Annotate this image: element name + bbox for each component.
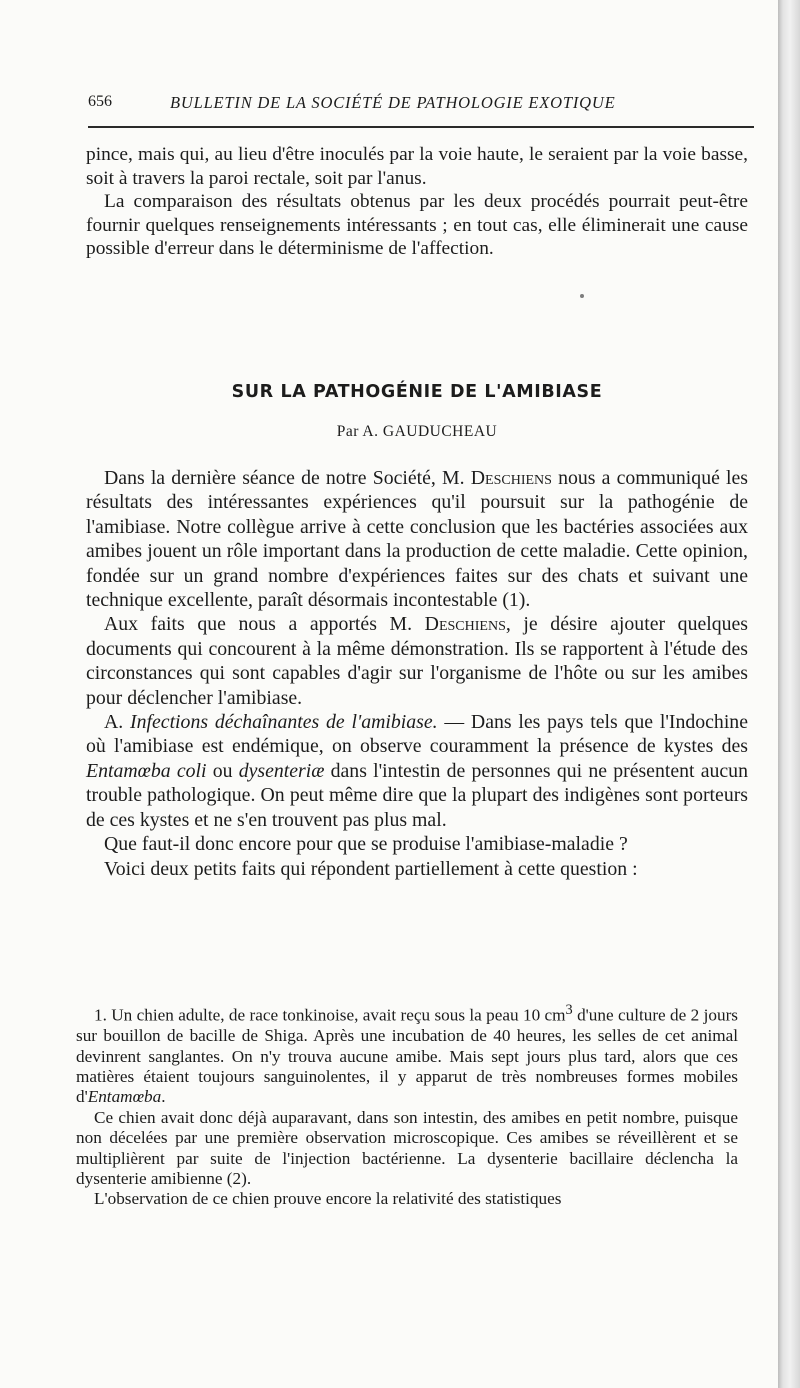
species-name: dysenteriæ — [238, 759, 325, 782]
previous-article-ending — [86, 143, 748, 261]
print-speck — [580, 294, 584, 298]
paragraph: Ce chien avait donc déjà auparavant, dans son intestin, des amibes en petit nombre, puisque non décelées par une première observation microscopique. Ces amibes se réveillèrent et se multiplièrent par suite de l'injection bactérienne. La dysenterie bacillaire déclencha la dysenterie amibienne (2). — [76, 1107, 738, 1188]
article-body — [86, 466, 748, 881]
article-byline: Par A. GAUDUCHEAU — [336, 423, 498, 440]
paragraph: La comparaison des résultats obtenus par les deux procédés pourrait peut-être fournir quelques renseignements intéressants ; en tout cas, elle éliminerait une cause possible d'erreur dans le déterminisme de l'affection. — [86, 191, 748, 260]
paragraph: Dans la dernière séance de notre Société, M. Deschiens nous a communiqué les résultats des intéressantes expériences qu'il poursuit sur la pathogénie de l'amibiase. Notre collègue arrive à cette conclusion que les bactéries associées aux amibes jouent un rôle important dans la production de cette maladie. Cette opinion, fondée sur un grand nombre d'expériences faites sur des chats et suivant une technique excellente, paraît désormais incontestable (1). — [86, 467, 748, 612]
author-name: Deschiens — [470, 467, 552, 489]
paragraph: Voici deux petits faits qui répondent partiellement à cette question : — [104, 857, 638, 880]
species-name: Entamœba coli — [86, 759, 207, 782]
page-number: 656 — [88, 93, 112, 110]
section-heading: Infections déchaînantes de l'amibiase. — [130, 711, 438, 734]
paragraph: L'observation de ce chien prouve encore la relativité des statistiques — [94, 1189, 562, 1209]
article-title: SUR LA PATHOGÉNIE DE L'AMIBIASE — [231, 382, 603, 402]
header-rule — [88, 126, 754, 128]
paragraph: A. Infections déchaînantes de l'amibiase. — Dans les pays tels que l'Indochine où l'amibiase est endémique, on observe couramment la présence de kystes des Entamœba coli ou dysenteriæ dans l'intestin de personnes qui ne présentent aucun trouble pathologique. On peut même dire que la plupart des indigènes sont porteurs de ces kystes et ne s'en trouvent pas plus mal. — [86, 711, 748, 831]
running-header — [88, 93, 754, 117]
genus-name: Entamœba — [87, 1087, 162, 1107]
journal-title: BULLETIN DE LA SOCIÉTÉ DE PATHOLOGIE EXOTIQUE — [170, 93, 616, 112]
paragraph: pince, mais qui, au lieu d'être inoculés par la voie haute, le seraient par la voie basse, soit à travers la paroi rectale, soit par l'anus. — [86, 144, 748, 189]
paragraph: Aux faits que nous a apportés M. Deschiens, je désire ajouter quelques documents qui concourent à la même démonstration. Ils se rapportent à l'étude des circonstances qui sont capables d'agir sur l'organisme de l'hôte ou sur les amibes pour déclencher l'amibiase. — [86, 613, 748, 709]
paragraph: Que faut-il donc encore pour que se produise l'amibiase-maladie ? — [104, 833, 628, 856]
page-edge-shadow — [778, 0, 800, 1388]
paragraph: 1. Un chien adulte, de race tonkinoise, avait reçu sous la peau 10 $cm^3$ d'une culture de 2 jours sur bouillon de bacille de Shiga. Après une incubation de 40 heures, les selles de cet animal devinrent sanglantes. On n'y trouva aucune amibe. Mais sept jours plus tard, alors que ces matières étaient toujours sanguinolentes, il y apparut de très nombreuses formes mobiles d'Entamœba. — [76, 1002, 738, 1107]
observation-section — [76, 1000, 738, 1210]
author-name: Deschiens — [424, 613, 506, 636]
